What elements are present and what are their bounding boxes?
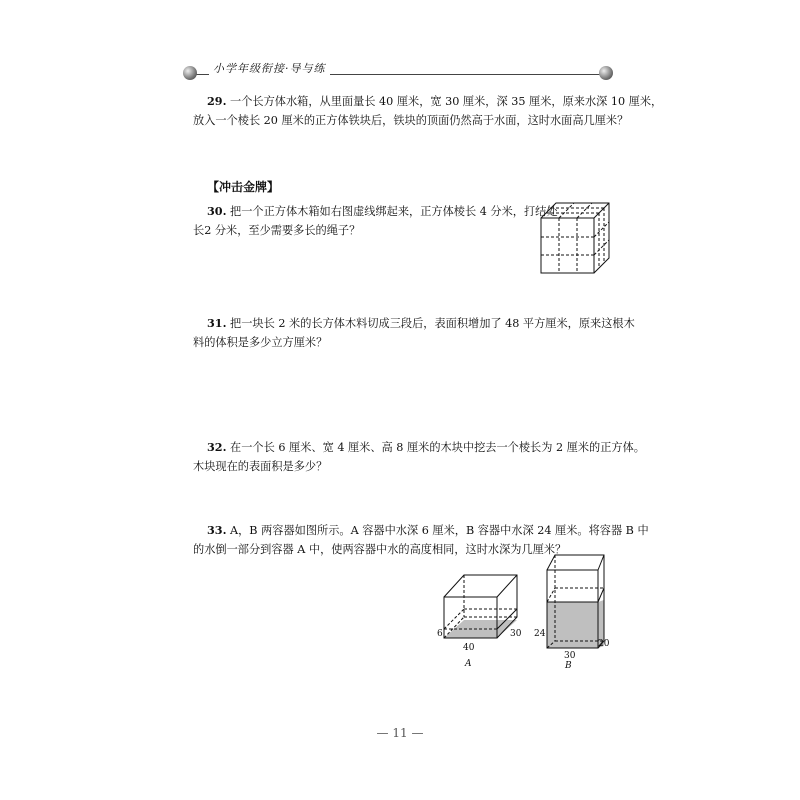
page-header — [183, 60, 613, 82]
container-b-figure — [532, 550, 612, 672]
q32-line2: 木块现在的表面积是多少？ — [193, 460, 328, 473]
q31-number: 31. — [207, 316, 227, 330]
fig-b-water-label: 24 — [534, 629, 546, 639]
section-title: 【冲击金牌】 — [207, 180, 280, 194]
container-a-figure — [430, 570, 520, 670]
q32-number: 32. — [207, 440, 227, 454]
fig-a-water-label: 6 — [437, 629, 443, 639]
header-ball-right — [599, 66, 613, 80]
q29-number: 29. — [207, 94, 227, 108]
fig-b-name: B — [565, 661, 572, 671]
q32-line1: 在一个长 6 厘米、宽 4 厘米、高 8 厘米的木块中挖去一个棱长为 2 厘米的正方体。 — [230, 441, 645, 454]
q33-line2: 的水倒一部分到容器 A 中，使两容器中水的高度相同，这时水深为几厘米？ — [193, 543, 567, 556]
question-30 — [193, 202, 558, 240]
q33-number: 33. — [207, 523, 227, 537]
q30-number: 30. — [207, 204, 227, 218]
cube-figure — [538, 200, 610, 280]
question-29 — [193, 92, 663, 130]
fig-a-length-label: 40 — [463, 643, 475, 653]
question-32 — [193, 438, 645, 476]
page-number: — 11 — — [376, 726, 424, 740]
question-31 — [193, 314, 635, 352]
q31-line1: 把一块长 2 米的长方体木料切成三段后，表面积增加了 48 平方厘米，原来这根木 — [230, 317, 635, 330]
fig-b-length-label: 30 — [564, 651, 576, 661]
fig-b-depth-label: 20 — [598, 639, 610, 649]
fig-a-name: A — [465, 659, 472, 669]
fig-a-depth-label: 30 — [510, 629, 522, 639]
q33-line1: A，B 两容器如图所示。A 容器中水深 6 厘米，B 容器中水深 24 厘米。将容器 B 中 — [230, 524, 649, 537]
q30-line2: 长2 分米，至少需要多长的绳子？ — [193, 224, 361, 237]
q29-line2: 放入一个棱长 20 厘米的正方体铁块后，铁块的顶面仍然高于水面，这时水面高几厘米？ — [193, 114, 629, 127]
q29-line1: 一个长方体水箱，从里面量长 40 厘米，宽 30 厘米，深 35 厘米，原来水深 10 厘米， — [230, 95, 663, 108]
q30-line1: 把一个正方体木箱如右图虚线绑起来，正方体棱长 4 分米，打结处 — [230, 205, 558, 218]
q31-line2: 料的体积是多少立方厘米？ — [193, 336, 328, 349]
header-title: 小学年级衔接·导与练 — [209, 60, 330, 76]
header-ball-left — [183, 66, 197, 80]
